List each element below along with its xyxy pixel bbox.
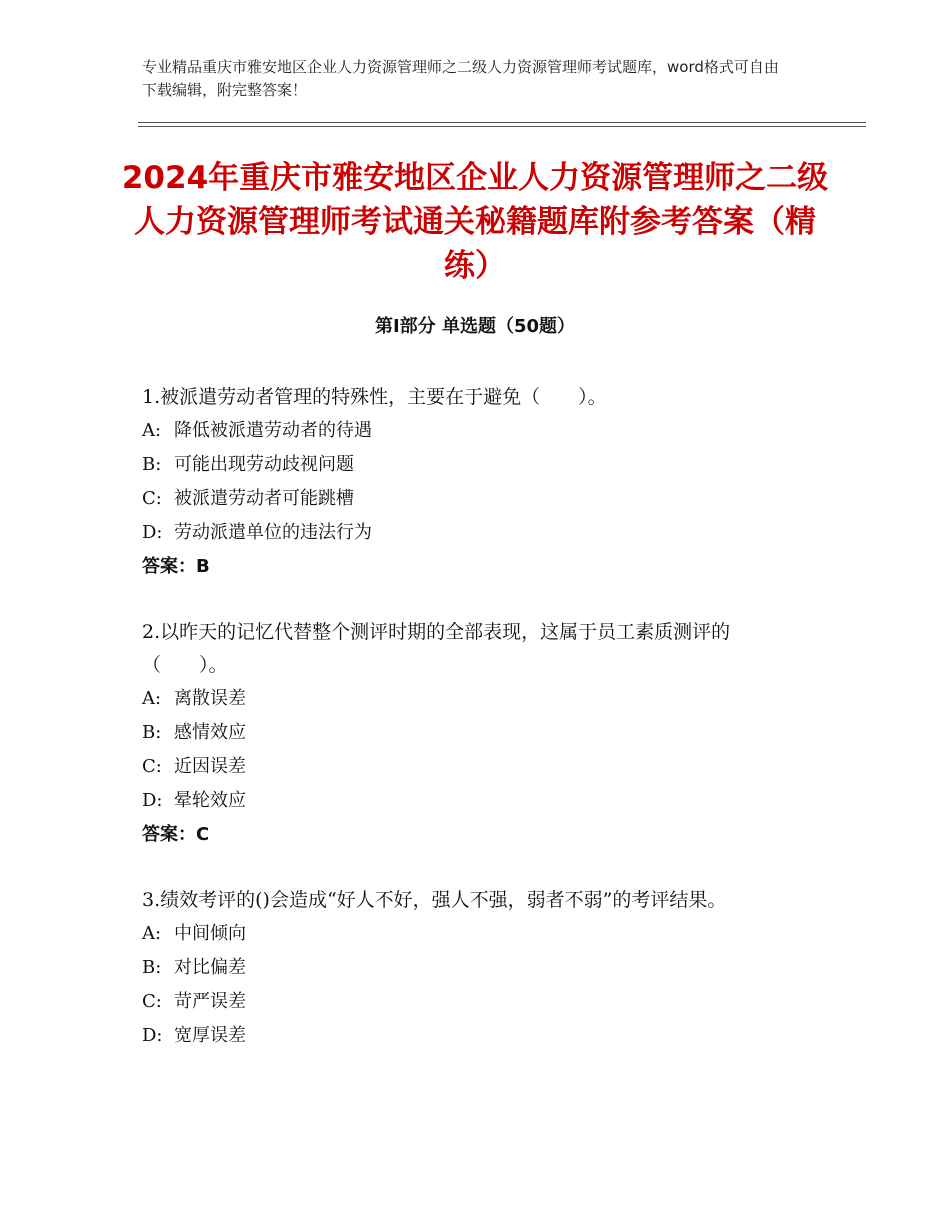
option-c	[142, 985, 812, 1019]
question-stem: 2.以昨天的记忆代替整个测评时期的全部表现，这属于员工素质测评的（ ）。	[142, 621, 731, 676]
option-d	[142, 1019, 812, 1053]
option-d	[142, 516, 812, 550]
option-key: A:	[142, 923, 162, 944]
option-text: 降低被派遣劳动者的待遇	[174, 420, 372, 441]
option-key: A:	[142, 688, 162, 709]
option-text: 可能出现劳动歧视问题	[174, 454, 354, 475]
option-text: 劳动派遣单位的违法行为	[174, 522, 372, 543]
question-1	[142, 381, 812, 584]
option-c	[142, 482, 812, 516]
option-text: 感情效应	[174, 722, 246, 743]
option-b	[142, 951, 812, 985]
option-text: 离散误差	[174, 688, 246, 709]
answer-label: 答案：B	[142, 556, 210, 577]
question-list	[142, 381, 812, 1085]
question-stem: 3.绩效考评的()会造成“好人不好，强人不强，弱者不弱”的考评结果。	[142, 889, 727, 911]
option-key: D:	[142, 790, 163, 811]
option-key: C:	[142, 488, 162, 509]
question-stem: 1.被派遣劳动者管理的特殊性，主要在于避免（ ）。	[142, 386, 607, 408]
question-3	[142, 884, 812, 1053]
header-divider	[138, 122, 866, 127]
option-a	[142, 917, 812, 951]
option-key: D:	[142, 522, 163, 543]
option-text: 中间倾向	[174, 923, 246, 944]
header-note: 专业精品重庆市雅安地区企业人力资源管理师之二级人力资源管理师考试题库，word格式可自由下载编辑，附完整答案！	[142, 58, 779, 99]
option-d	[142, 784, 812, 818]
section-title: 第Ⅰ部分 单选题（50题）	[374, 316, 575, 337]
question-2	[142, 616, 812, 852]
option-key: B:	[142, 722, 162, 743]
option-key: B:	[142, 454, 162, 475]
option-b	[142, 716, 812, 750]
document-title: 2024年重庆市雅安地区企业人力资源管理师之二级人力资源管理师考试通关秘籍题库附参考答案（精练）	[121, 160, 829, 284]
option-key: A:	[142, 420, 162, 441]
option-b	[142, 448, 812, 482]
option-a	[142, 682, 812, 716]
option-key: C:	[142, 991, 162, 1012]
answer-label: 答案：C	[142, 824, 210, 845]
option-c	[142, 750, 812, 784]
option-text: 苛严误差	[174, 991, 246, 1012]
option-key: C:	[142, 756, 162, 777]
option-text: 被派遣劳动者可能跳槽	[174, 488, 354, 509]
option-a	[142, 414, 812, 448]
option-text: 宽厚误差	[174, 1025, 246, 1046]
option-text: 对比偏差	[174, 957, 246, 978]
option-key: D:	[142, 1025, 163, 1046]
option-key: B:	[142, 957, 162, 978]
option-text: 近因误差	[174, 756, 246, 777]
option-text: 晕轮效应	[174, 790, 246, 811]
